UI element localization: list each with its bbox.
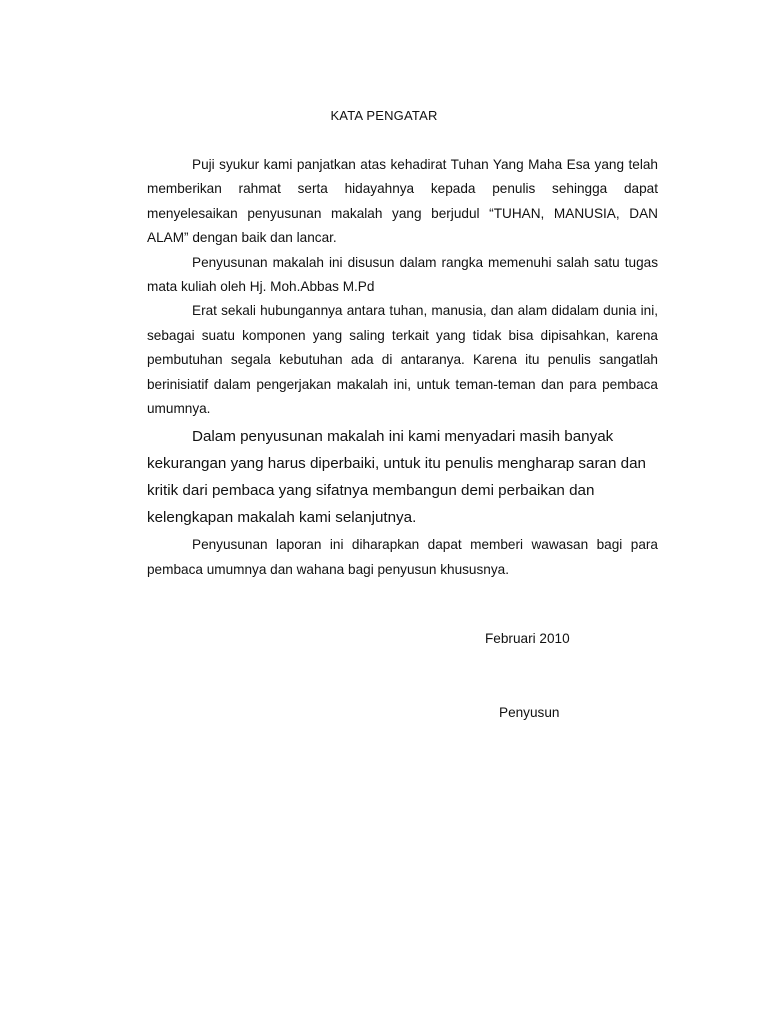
- document-date: Februari 2010: [485, 631, 570, 646]
- document-author: Penyusun: [499, 705, 560, 720]
- paragraph-relationship: Erat sekali hubungannya antara tuhan, manusia, dan alam didalam dunia ini, sebagai suatu komponen yang saling terkait yang tidak bisa dipisahkan, karena pembutuhan segala kebutuhan ada di antaranya. Karena itu penulis sangatlah berinisiatif dalam pengerjakan makalah ini, untuk teman-teman dan para pembaca umumnya.: [147, 303, 658, 417]
- paragraph-apology: Dalam penyusunan makalah ini kami menyadari masih banyak kekurangan yang harus diperbaiki, untuk itu penulis mengharap saran dan kritik dari pembaca yang sifatnya membangun demi perbaikan dan kelengkapan makalah kami selanjutnya.: [147, 428, 646, 527]
- paragraph-purpose: Penyusunan makalah ini disusun dalam rangka memenuhi salah satu tugas mata kuliah oleh Hj. Moh.Abbas M.Pd: [147, 254, 658, 295]
- paragraph-closing: Penyusunan laporan ini diharapkan dapat memberi wawasan bagi para pembaca umumnya dan wahana bagi penyusun khususnya.: [147, 537, 658, 577]
- paragraph-opening: Puji syukur kami panjatkan atas kehadirat Tuhan Yang Maha Esa yang telah memberikan rahmat serta hidayahnya kepada penulis sehingga dapat menyelesaikan penyusunan makalah yang berjudul “TUHAN, MANUSIA, DAN ALAM” dengan baik dan lancar.: [147, 157, 658, 246]
- document-title: KATA PENGATAR: [330, 108, 438, 123]
- document-body: [147, 153, 658, 582]
